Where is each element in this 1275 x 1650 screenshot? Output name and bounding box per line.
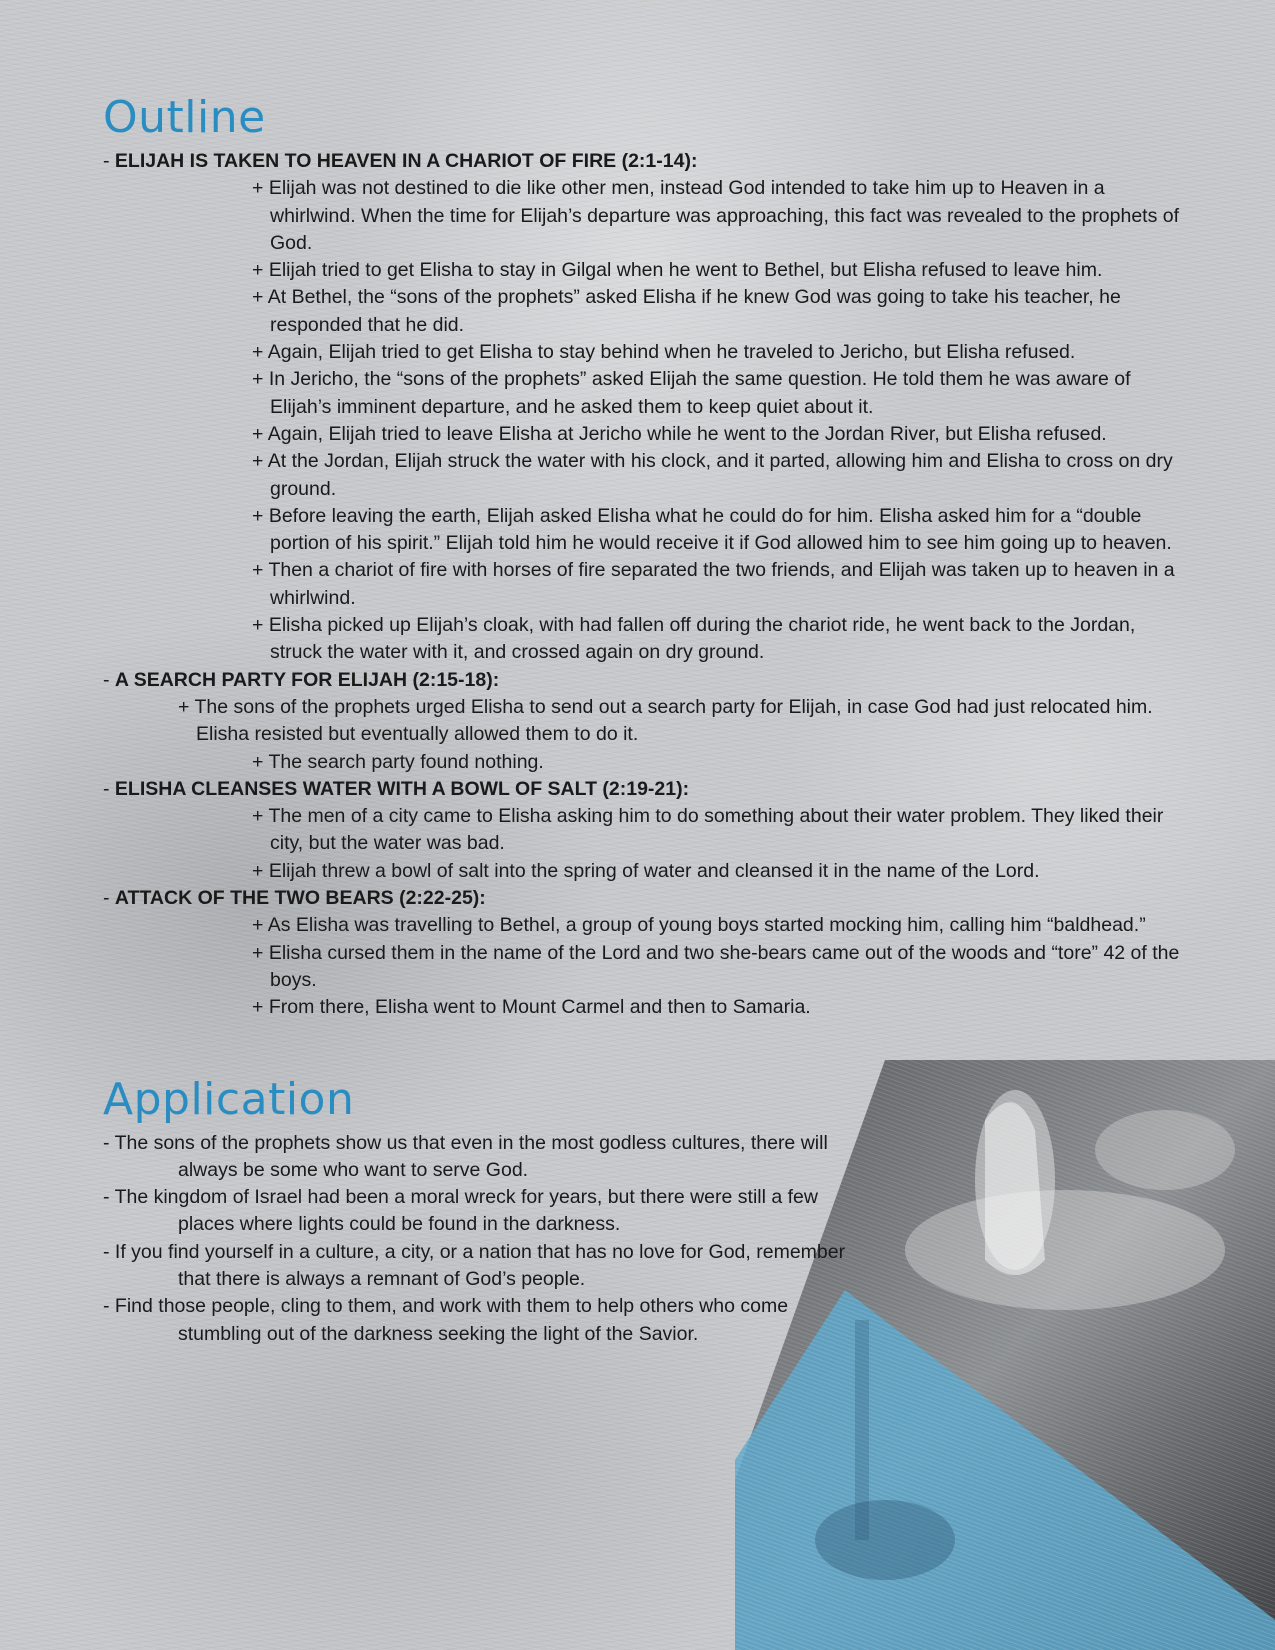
heading-marker: - [103, 887, 115, 910]
outline-list-item [178, 503, 1183, 558]
app-item-marker: - [103, 1240, 115, 1263]
outline-section-heading [103, 667, 1183, 694]
heading-marker: - [103, 668, 115, 691]
item-marker: + [252, 996, 269, 1019]
item-marker: + [178, 695, 195, 718]
item-marker: + [252, 422, 268, 445]
item-text: As Elisha was travelling to Bethel, a group of young boys started mocking him, calling him “baldhead.” [267, 914, 1146, 937]
item-marker: + [252, 368, 269, 391]
item-text: Elijah tried to get Elisha to stay in Gilgal when he went to Bethel, but Elisha refused to leave him. [268, 259, 1103, 282]
outline-title: Outline [103, 92, 266, 143]
outline-list-item [178, 557, 1183, 612]
application-list-item [103, 1239, 863, 1294]
outline-list-item [178, 421, 1183, 448]
outline-list-item [178, 940, 1183, 995]
application-section [103, 1070, 1183, 1348]
item-marker: + [252, 450, 268, 473]
outline-section-heading [103, 148, 1183, 175]
outline-list-item [178, 858, 1183, 885]
app-item-text: The sons of the prophets show us that even in the most godless cultures, there will always be some who want to serve God. [114, 1131, 828, 1181]
heading-text: ELISHA CLEANSES WATER WITH A BOWL OF SALT (2:19-21): [114, 777, 690, 800]
item-text: The sons of the prophets urged Elisha to send out a search party for Elijah, in case God had just relocated him. Elisha resisted but eventually allowed them to do it. [194, 695, 1153, 746]
item-marker: + [252, 805, 269, 828]
item-text: Elisha cursed them in the name of the Lord and two she-bears came out of the woods and “tore” 42 of the boys. [268, 941, 1180, 991]
heading-text: A SEARCH PARTY FOR ELIJAH (2:15-18): [114, 668, 500, 691]
item-marker: + [252, 914, 268, 937]
item-text: Then a chariot of fire with horses of fire separated the two friends, and Elijah was taken up to heaven in a whirlwind. [268, 559, 1175, 609]
outline-list-item [178, 749, 1183, 776]
item-text: From there, Elisha went to Mount Carmel and then to Samaria. [268, 996, 811, 1019]
item-text: Elisha picked up Elijah’s cloak, with had fallen off during the chariot ride, he went back to the Jordan, struck the water with it, and crossed again on dry ground. [268, 614, 1136, 664]
item-text: The men of a city came to Elisha asking him to do something about their water problem. They liked their city, but the water was bad. [268, 805, 1164, 855]
item-marker: + [252, 341, 268, 364]
item-text: In Jericho, the “sons of the prophets” asked Elijah the same question. He told them he was aware of Elijah’s imminent departure, and he asked them to keep quiet about it. [268, 368, 1131, 418]
outline-list-item [178, 448, 1183, 503]
app-item-text: The kingdom of Israel had been a moral wreck for years, but there were still a few places where lights could be found in the darkness. [114, 1186, 818, 1236]
item-marker: + [252, 614, 269, 637]
heading-text: ELIJAH IS TAKEN TO HEAVEN IN A CHARIOT OF FIRE (2:1-14): [114, 150, 698, 172]
heading-marker: - [103, 777, 115, 800]
outline-list-item [178, 803, 1183, 858]
application-list-item [103, 1130, 863, 1185]
item-text: Before leaving the earth, Elijah asked Elisha what he could do for him. Elisha asked him for a “double portion of his spirit.” Elijah told him he would receive it if God allowed him to see him going up to heaven. [268, 504, 1172, 555]
item-marker: + [252, 559, 269, 582]
item-text: At Bethel, the “sons of the prophets” asked Elisha if he knew God was going to take his teacher, he responded that he did. [267, 286, 1121, 336]
item-text: Again, Elijah tried to get Elisha to stay behind when he traveled to Jericho, but Elisha refused. [267, 341, 1076, 364]
item-text: Elijah threw a bowl of salt into the spring of water and cleansed it in the name of the Lord. [268, 859, 1040, 882]
item-text: At the Jordan, Elijah struck the water with his clock, and it parted, allowing him and Elisha to cross on dry ground. [267, 450, 1173, 500]
app-item-marker: - [103, 1186, 115, 1209]
outline-section-heading [103, 885, 1183, 912]
item-marker: + [252, 750, 269, 773]
page-content [103, 88, 1183, 1348]
application-list-item [103, 1293, 863, 1348]
outline-section-heading [103, 776, 1183, 803]
app-item-marker: - [103, 1131, 115, 1154]
outline-list-item [178, 257, 1183, 284]
outline-list [103, 148, 1183, 1022]
outline-list-item [178, 284, 1183, 339]
item-text: Elijah was not destined to die like other men, instead God intended to take him up to Heaven in a whirlwind. When the time for Elijah’s departure was approaching, this fact was revealed to the prophets of God. [268, 177, 1180, 254]
app-item-text: Find those people, cling to them, and work with them to help others who come stumbling out of the darkness seeking the light of the Savior. [114, 1295, 789, 1345]
outline-list-item [178, 994, 1183, 1021]
item-marker: + [252, 286, 268, 309]
application-list [103, 1130, 863, 1348]
item-marker: + [252, 259, 269, 282]
item-marker: + [252, 859, 269, 882]
application-list-item [103, 1184, 863, 1239]
item-text: The search party found nothing. [268, 750, 544, 773]
outline-list-item [178, 694, 1183, 749]
app-item-text: If you find yourself in a culture, a city, or a nation that has no love for God, remember that there is always a remnant of God’s people. [114, 1240, 846, 1290]
item-marker: + [252, 504, 269, 527]
item-marker: + [252, 941, 269, 964]
item-text: Again, Elijah tried to leave Elisha at Jericho while he went to the Jordan River, but Elisha refused. [267, 422, 1107, 445]
heading-marker: - [103, 150, 115, 172]
application-title: Application [103, 1073, 355, 1125]
outline-list-item [178, 366, 1183, 421]
outline-list-item [178, 339, 1183, 366]
app-item-marker: - [103, 1295, 115, 1318]
outline-list-item [178, 912, 1183, 939]
outline-list-item [178, 175, 1183, 257]
item-marker: + [252, 177, 269, 200]
outline-list-item [178, 612, 1183, 667]
heading-text: ATTACK OF THE TWO BEARS (2:22-25): [114, 887, 486, 910]
